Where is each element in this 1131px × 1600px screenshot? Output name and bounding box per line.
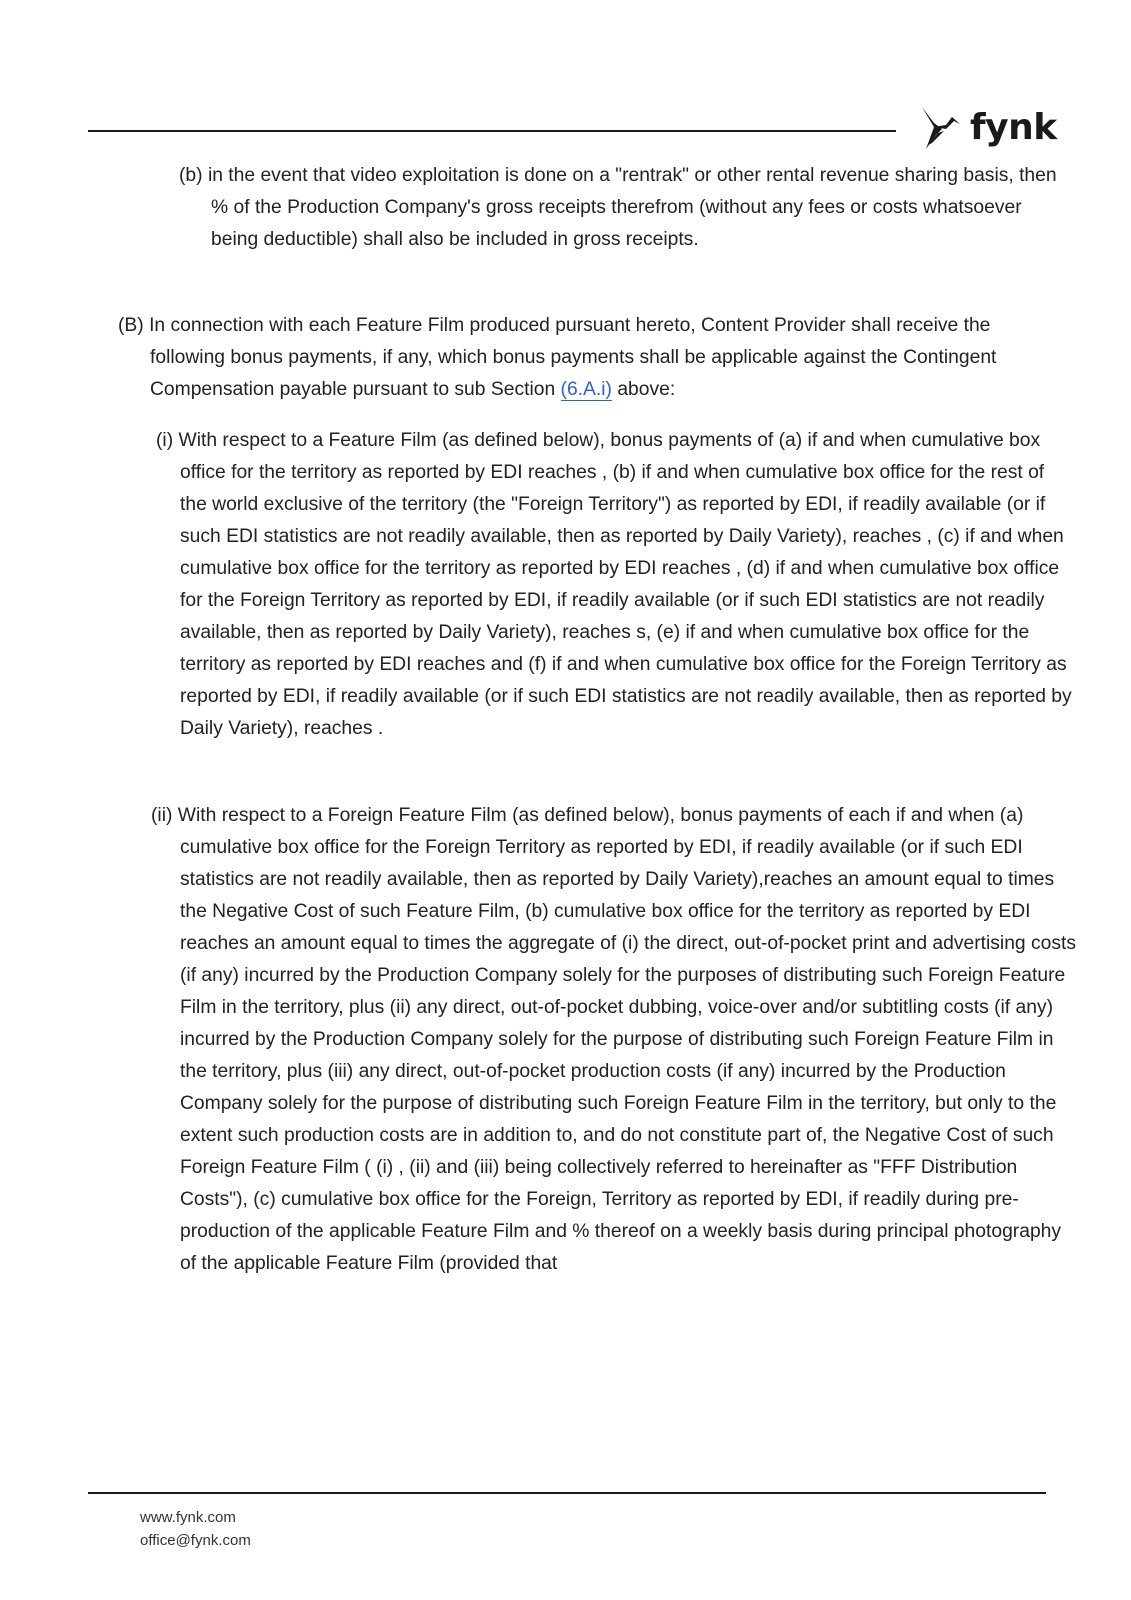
clause-label: (ii): [151, 805, 173, 826]
clause-label: (i): [156, 430, 174, 451]
footer-email[interactable]: office@fynk.com: [140, 1532, 251, 1549]
footer: [140, 1506, 251, 1552]
clause-text: in the event that video exploitation is done on a "rentrak" or other rental revenue sharing basis, then % of the Production Company's gross receipts therefrom (without any fees or costs whatsoever being deductible) shall also be included in gross receipts.: [207, 165, 1057, 250]
clause-text: With respect to a Feature Film (as defined below), bonus payments of (a) if and when cumulative box office for the territory as reported by EDI reaches , (b) if and when cumulative box office for the rest of the world exclusive of the territory (the "Foreign Territory") as reported by EDI, if readily available (or if such EDI statistics are not readily available, then as reported by Daily Variety), reaches , (c) if and when cumulative box office for the territory as reported by EDI reaches , (d) if and when cumulative box office for the Foreign Territory as reported by EDI, if readily available (or if such EDI statistics are not readily available, then as reported by Daily Variety), reaches s, (e) if and when cumulative box office for the territory as reported by EDI reaches and (f) if and when cumulative box office for the Foreign Territory as reported by EDI, if readily available (or if such EDI statistics are not readily available, then as reported by Daily Variety), reaches .: [178, 430, 1072, 739]
footer-website[interactable]: www.fynk.com: [140, 1509, 236, 1526]
clause-B: [118, 310, 1030, 406]
header-rule: [88, 130, 896, 132]
clause-label: (b): [179, 165, 203, 186]
clause-text: With respect to a Foreign Feature Film (as defined below), bonus payments of each if and when (a) cumulative box office for the Foreign Territory as reported by EDI, if readily available (or if such EDI statistics are not readily available, then as reported by Daily Variety),reaches an amount equal to times the Negative Cost of such Feature Film, (b) cumulative box office for the territory as reported by EDI reaches an amount equal to times the aggregate of (i) the direct, out-of-pocket print and advertising costs (if any) incurred by the Production Company solely for the purposes of distributing such Foreign Feature Film in the territory, plus (ii) any direct, out-of-pocket dubbing, voice-over and/or subtitling costs (if any) incurred by the Production Company solely for the purpose of distributing such Foreign Feature Film in the territory, plus (iii) any direct, out-of-pocket production costs (if any) incurred by the Production Company solely for the purpose of distributing such Foreign Feature Film in the territory, but only to the extent such production costs are in addition to, and do not constitute part of, the Negative Cost of such Foreign Feature Film ( (i) , (ii) and (iii) being collectively referred to hereinafter as "FFF Distribution Costs"), (c) cumulative box office for the Foreign, Territory as reported by EDI, if readily during pre-production of the applicable Feature Film and % thereof on a weekly basis during principal photography of the applicable Feature Film (provided that: [177, 805, 1077, 1274]
clause-i: [156, 425, 1073, 745]
footer-rule: [88, 1492, 1046, 1494]
brand-name: fynk: [970, 107, 1057, 148]
section-reference-link[interactable]: (6.A.i): [560, 379, 612, 400]
clause-b-sub: [179, 160, 1071, 256]
clause-text-end: above:: [617, 379, 676, 400]
clause-label: (B): [118, 315, 144, 336]
clause-ii: [151, 800, 1078, 1280]
clause-text: In connection with each Feature Film produced pursuant hereto, Content Provider shall receive the following bonus payments, if any, which bonus payments shall be applicable against the Contingent Compensation payable pursuant to sub Section: [149, 315, 997, 400]
fynk-bird-logo-icon: [920, 105, 962, 151]
brand-logo: [920, 103, 1057, 153]
